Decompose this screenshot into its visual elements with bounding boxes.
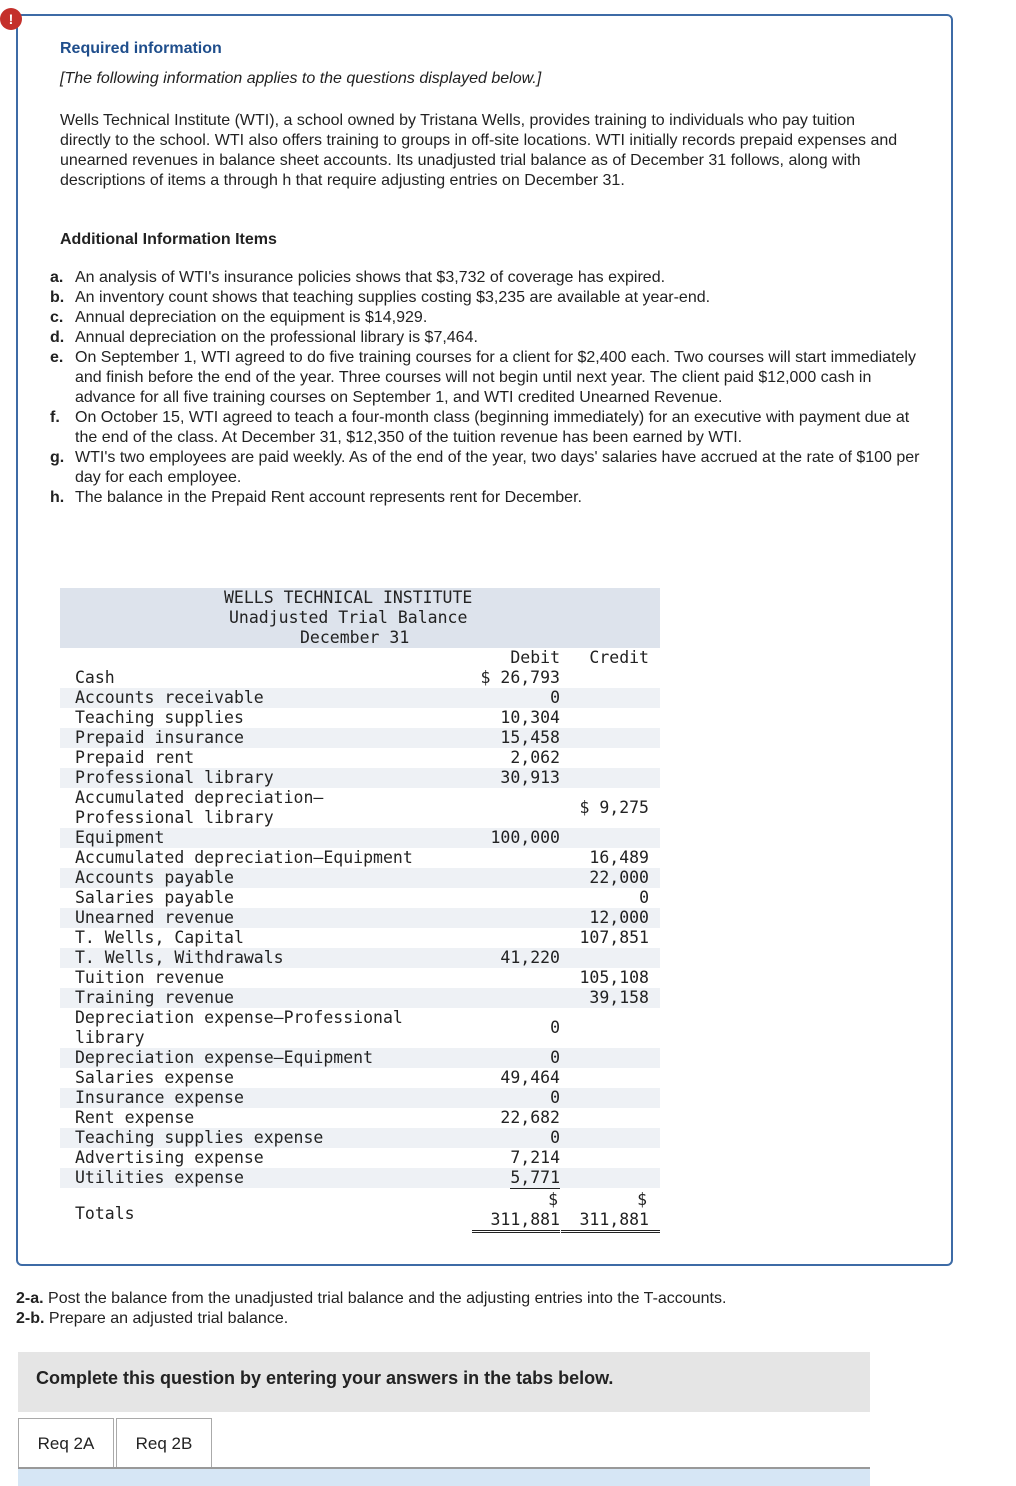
debit-value: 15,458 (500, 728, 560, 747)
account-name: Utilities expense (75, 1168, 244, 1187)
trial-balance-table (60, 588, 660, 1232)
account-name: Professional library (75, 768, 274, 787)
total-debit (472, 1190, 560, 1233)
item-letter: b. (50, 289, 65, 306)
account-name: Teaching supplies (75, 708, 244, 727)
account-name: Depreciation expense—Equipment (75, 1048, 374, 1067)
debit-value: 22,682 (500, 1108, 560, 1127)
table-row (60, 728, 660, 748)
account-name: Accumulated depreciation—Equipment (75, 848, 413, 867)
table-row (60, 708, 660, 728)
table-row (60, 888, 660, 908)
account-name: Cash (75, 668, 115, 687)
item-letter: c. (50, 309, 64, 326)
list-item (50, 448, 920, 488)
debit-value: 2,062 (510, 748, 560, 767)
table-row (60, 828, 660, 848)
tab-req-2b[interactable]: Req 2B (116, 1418, 212, 1468)
item-text: An inventory count shows that teaching supplies costing $3,235 are available at year-end. (75, 289, 711, 306)
table-row (60, 788, 660, 828)
credit-value: 105,108 (579, 968, 649, 987)
item-text: An analysis of WTI's insurance policies shows that $3,732 of coverage has expired. (75, 269, 666, 286)
additional-info-title: Additional Information Items (60, 231, 277, 248)
debit-header: Debit (510, 648, 560, 667)
credit-value: 12,000 (589, 908, 649, 927)
account-name: T. Wells, Capital (75, 928, 244, 947)
table-row (60, 668, 660, 688)
table-row (60, 1148, 660, 1168)
table-row (60, 908, 660, 928)
item-text: Annual depreciation on the equipment is $14,929. (75, 309, 428, 326)
account-name: Insurance expense (75, 1088, 244, 1107)
debit-value: 0 (550, 1018, 560, 1037)
list-item (50, 488, 920, 508)
table-row (60, 1168, 660, 1188)
credit-value: 39,158 (589, 988, 649, 1007)
statement-date: December 31 (300, 628, 410, 647)
table-row (60, 748, 660, 768)
additional-info-list (50, 268, 920, 508)
debit-value: 0 (550, 1088, 560, 1107)
account-name: T. Wells, Withdrawals (75, 948, 284, 967)
table-row (60, 1128, 660, 1148)
debit-value: 0 (550, 1128, 560, 1147)
q2b-text: Prepare an adjusted trial balance. (44, 1310, 289, 1327)
table-row (60, 768, 660, 788)
instruction-banner (18, 1352, 870, 1412)
table-row (60, 1008, 660, 1048)
table-row (60, 1108, 660, 1128)
item-text: Annual depreciation on the professional library is $7,464. (75, 329, 478, 346)
debit-value: 10,304 (500, 708, 560, 727)
item-text: On October 15, WTI agreed to teach a four-month class (beginning immediately) for an executive with payment due at the end of the class. At December 31, $12,350 of the tuition revenue has been earned by WTI. (75, 409, 910, 446)
totals-label: Totals (75, 1204, 135, 1223)
debit-value: 0 (550, 1048, 560, 1067)
table-row (60, 1048, 660, 1068)
item-letter: e. (50, 349, 64, 366)
table-row (60, 868, 660, 888)
item-letter: d. (50, 329, 65, 346)
list-item (50, 308, 920, 328)
table-row (60, 988, 660, 1008)
account-name: Prepaid rent (75, 748, 195, 767)
debit-value: 30,913 (500, 768, 560, 787)
debit-value: 0 (550, 688, 560, 707)
list-item (50, 328, 920, 348)
item-letter: g. (50, 449, 65, 466)
table-row (60, 948, 660, 968)
q2a-text: Post the balance from the unadjusted trial balance and the adjusting entries into the T-accounts. (43, 1290, 727, 1307)
table-row (60, 848, 660, 868)
debit-value: 7,214 (510, 1148, 560, 1167)
debit-value: $ 26,793 (480, 668, 560, 687)
item-letter: a. (50, 269, 64, 286)
table-row (60, 1088, 660, 1108)
credit-value: 107,851 (579, 928, 649, 947)
total-credit (561, 1190, 660, 1233)
required-info-title: Required information (60, 40, 222, 57)
account-name: Prepaid insurance (75, 728, 244, 747)
totals-row (60, 1190, 660, 1232)
total-debit-value: 311,881 (490, 1210, 560, 1229)
account-name: Accounts payable (75, 868, 234, 887)
table-row (60, 688, 660, 708)
item-text: The balance in the Prepaid Rent account represents rent for December. (75, 489, 582, 506)
question-text (16, 1289, 726, 1329)
statement-name: Unadjusted Trial Balance (229, 608, 468, 627)
column-header-row (60, 648, 660, 668)
table-row (60, 968, 660, 988)
instruction-text: Complete this question by entering your answers in the tabs below. (36, 1368, 614, 1388)
total-debit-sign: $ (548, 1190, 558, 1209)
trial-balance-body (60, 648, 660, 1232)
debit-value: 41,220 (500, 948, 560, 967)
item-letter: h. (50, 489, 65, 506)
credit-value: 0 (639, 888, 649, 907)
required-info-note: [The following information applies to the questions displayed below.] (60, 70, 542, 87)
account-name: Training revenue (75, 988, 234, 1007)
account-name: Depreciation expense—Professional library (75, 1008, 403, 1047)
account-name: Equipment (75, 828, 165, 847)
total-credit-value: 311,881 (579, 1210, 649, 1229)
account-name: Rent expense (75, 1108, 195, 1127)
q2a-label: 2-a. (16, 1290, 44, 1307)
account-name: Teaching supplies expense (75, 1128, 324, 1147)
debit-value: 49,464 (500, 1068, 560, 1087)
table-row (60, 928, 660, 948)
tab-req-2a[interactable]: Req 2A (18, 1418, 114, 1468)
account-name: Salaries payable (75, 888, 234, 907)
debit-value: 5,771 (510, 1168, 560, 1187)
list-item (50, 408, 920, 448)
intro-paragraph: Wells Technical Institute (WTI), a school owned by Tristana Wells, provides training to individuals who pay tuition directly to the school. WTI also offers training to groups in off-site locations. WTI initially records prepaid expenses and unearned revenues in balance sheet accounts. Its unadjusted trial balance as of December 31 follows, along with descriptions of items a through h that require adjusting entries on December 31. (60, 112, 898, 189)
trial-balance-header (60, 588, 660, 648)
credit-value: 22,000 (589, 868, 649, 887)
credit-value: $ 9,275 (579, 798, 649, 817)
account-name: Salaries expense (75, 1068, 234, 1087)
account-name: Tuition revenue (75, 968, 225, 987)
tab-content-strip (18, 1469, 870, 1486)
credit-header: Credit (589, 648, 649, 667)
account-name: Accounts receivable (75, 688, 264, 707)
list-item (50, 348, 920, 408)
list-item (50, 268, 920, 288)
table-row (60, 1068, 660, 1088)
account-name: Advertising expense (75, 1148, 264, 1167)
item-text: WTI's two employees are paid weekly. As of the end of the year, two days' salaries have accrued at the rate of $100 per day for each employee. (75, 449, 920, 486)
item-letter: f. (50, 409, 60, 426)
q2b-label: 2-b. (16, 1310, 45, 1327)
credit-value: 16,489 (589, 848, 649, 867)
company-name: WELLS TECHNICAL INSTITUTE (224, 588, 473, 607)
account-name: Accumulated depreciation— Professional library (75, 788, 324, 827)
item-text: On September 1, WTI agreed to do five training courses for a client for $2,400 each. Two courses will start immediately and finish before the end of the year. Three courses will not begin until next year. The client paid $12,000 cash in advance for all five training courses on September 1, and WTI credited Unearned Revenue. (75, 349, 916, 406)
account-name: Unearned revenue (75, 908, 234, 927)
list-item (50, 288, 920, 308)
alert-icon: ! (0, 8, 22, 30)
total-credit-sign: $ (637, 1190, 647, 1209)
debit-value: 100,000 (490, 828, 560, 847)
